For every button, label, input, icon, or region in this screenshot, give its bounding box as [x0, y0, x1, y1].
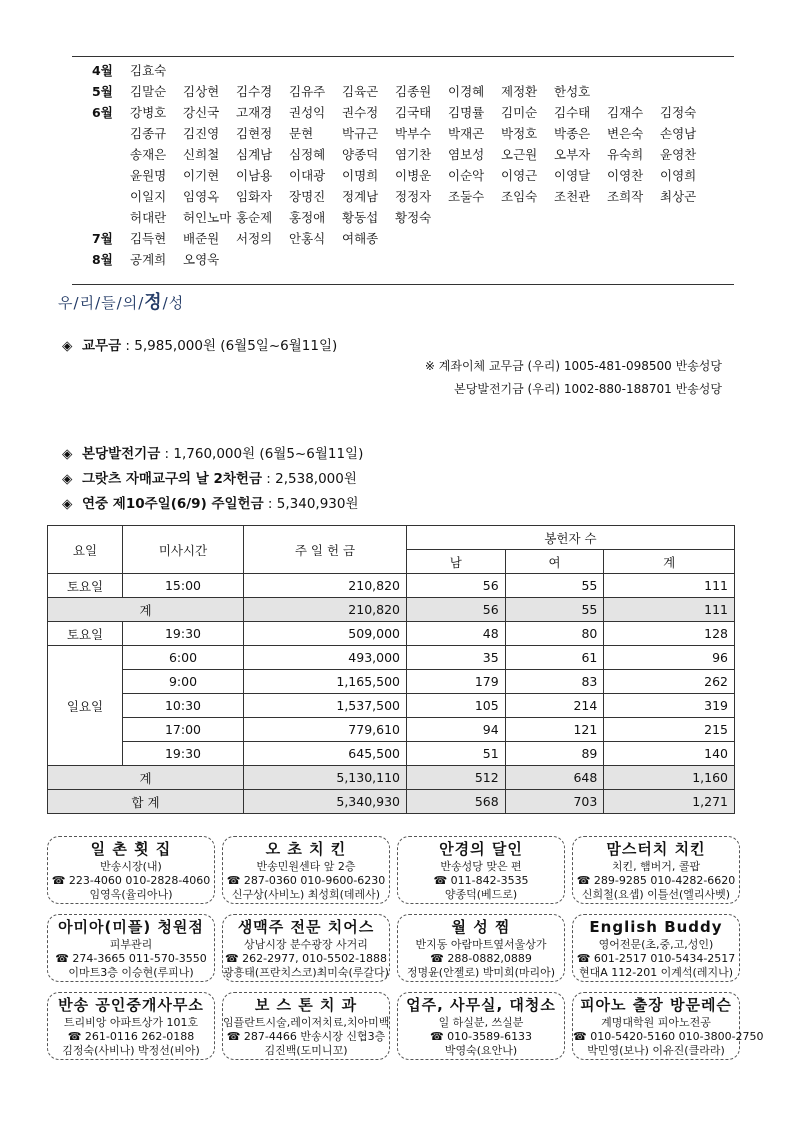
birthday-name: 윤영찬: [660, 147, 697, 162]
cell-female: 703: [505, 790, 604, 814]
cell-total: 1,271: [604, 790, 735, 814]
ad-line: 정명윤(안젤로) 박미희(마리아): [406, 966, 556, 979]
ad-title: 아미아(미플) 청원점: [58, 918, 204, 936]
ad-box: [47, 836, 215, 904]
diamond-bullet-icon: ◈: [62, 496, 73, 512]
cell-male: 568: [407, 790, 506, 814]
ad-line: 피부관리: [109, 938, 153, 951]
birthday-name: 박부수: [395, 126, 432, 141]
ad-title: 생맥주 전문 치어스: [237, 918, 375, 936]
item-value: 1,760,000원 (6월5~6월11일): [173, 446, 364, 462]
ad-box: [222, 836, 390, 904]
cell-female: 121: [505, 718, 604, 742]
birthday-name: 이순악: [448, 168, 485, 183]
item-value: 2,538,000원: [275, 471, 357, 487]
birthday-name: 염기찬: [395, 147, 432, 162]
ad-phone: ☎ 601-2517 010-5434-2517: [576, 952, 736, 965]
ad-line: 계명대학원 피아노전공: [601, 1016, 711, 1029]
item-label: 교무금: [82, 338, 122, 354]
diamond-bullet-icon: ◈: [62, 446, 73, 462]
cell-total: 215: [604, 718, 735, 742]
cell-male: 179: [407, 670, 506, 694]
title-char: 의: [122, 294, 139, 312]
birthday-name: 이기현: [183, 168, 220, 183]
cell-day: 일요일: [48, 646, 123, 766]
table-row: [48, 742, 735, 766]
cell-time: 17:00: [123, 718, 244, 742]
month-label: 5월: [92, 84, 113, 99]
cell-amount: 493,000: [244, 646, 407, 670]
birthday-name: 변은숙: [607, 126, 644, 141]
diamond-bullet-icon: ◈: [62, 338, 73, 354]
cell-amount: 779,610: [244, 718, 407, 742]
ad-phone: ☎ 010-5420-5160 010-3800-2750: [573, 1030, 764, 1043]
birthday-name: 김정숙: [660, 105, 697, 120]
item-value: 5,340,930원: [276, 496, 359, 512]
cell-day: 토요일: [48, 574, 123, 598]
birthday-name: 황동섭: [342, 210, 379, 225]
ad-title: 업주, 사무실, 대청소: [406, 996, 556, 1014]
item-label: 본당발전기금: [82, 446, 161, 462]
birthday-name: 이병운: [395, 168, 432, 183]
cell-time: 19:30: [123, 742, 244, 766]
ad-line: 박영숙(요안나): [444, 1044, 518, 1057]
header-donors: 봉헌자 수: [407, 526, 735, 550]
ad-line: 반송성당 맞은 편: [440, 860, 522, 873]
table-row: [48, 622, 735, 646]
cell-label: 계: [48, 598, 244, 622]
birthday-month-row: [92, 228, 732, 249]
ad-title: 일 촌 횟 집: [90, 840, 172, 858]
cell-label: 계: [48, 766, 244, 790]
ad-line: 반지동 아람마트옆서울상가: [415, 938, 547, 951]
grants-item: ◈ 그랏츠 자매교구의 날 2차헌금 : 2,538,000원: [62, 471, 357, 487]
ad-line: 반송민원센타 앞 2층: [256, 860, 356, 873]
gyomugeum-item: ◈ 교무금 : 5,985,000원 (6월5일~6월11일): [62, 338, 338, 354]
birthday-name: 박규근: [342, 126, 379, 141]
title-char: 우: [58, 294, 74, 312]
birthday-name: 배준원: [183, 231, 220, 246]
cell-label: 합 계: [48, 790, 244, 814]
cell-amount: 1,165,500: [244, 670, 407, 694]
birthday-name: 이남용: [236, 168, 273, 183]
birthday-name: 최상곤: [660, 189, 697, 204]
ad-box: [397, 992, 565, 1060]
ad-line: 양종덕(베드로): [444, 888, 518, 901]
table-row: [48, 574, 735, 598]
title-char: 들: [101, 294, 117, 312]
cell-time: 9:00: [123, 670, 244, 694]
birthday-name: 서정의: [236, 231, 273, 246]
ad-title: 안경의 달인: [439, 840, 523, 858]
cell-male: 105: [407, 694, 506, 718]
ad-title: 맘스터치 치킨: [606, 840, 706, 858]
cell-male: 94: [407, 718, 506, 742]
birthday-name: 김재수: [607, 105, 644, 120]
cell-total: 140: [604, 742, 735, 766]
table-row: [48, 670, 735, 694]
ad-title: 반송 공인중개사무소: [58, 996, 204, 1014]
birthday-name: 강신국: [183, 105, 220, 120]
ad-line: 신구상(사비노) 최성희(데레사): [231, 888, 381, 901]
birthday-name: 강병호: [130, 105, 167, 120]
birthday-name: 김수경: [236, 84, 273, 99]
ad-phone: ☎ 288-0882,0889: [430, 952, 532, 965]
birthday-name: 김종규: [130, 126, 167, 141]
cell-total: 262: [604, 670, 735, 694]
birthday-name: 조천관: [554, 189, 591, 204]
cell-amount: 1,537,500: [244, 694, 407, 718]
header-total: 계: [604, 550, 735, 574]
grand-total-row: [48, 790, 735, 814]
birthday-name: 김현정: [236, 126, 273, 141]
birthday-name: 장명진: [289, 189, 326, 204]
birthday-name: 이명희: [342, 168, 379, 183]
cell-time: 6:00: [123, 646, 244, 670]
birthday-name: 박재곤: [448, 126, 485, 141]
birthday-name: 신희철: [183, 147, 220, 162]
birthday-name: 이대광: [289, 168, 326, 183]
cell-total: 111: [604, 574, 735, 598]
cell-time: 10:30: [123, 694, 244, 718]
title-char: 리: [79, 294, 96, 312]
ad-line: 치킨, 햄버거, 콜팝: [611, 860, 701, 873]
diamond-bullet-icon: ◈: [62, 471, 73, 487]
cell-total: 111: [604, 598, 735, 622]
ad-line: 이마트3층 이승현(루피나): [68, 966, 194, 979]
ad-line: 광흥태(프란치스코)최미숙(루갈다): [223, 966, 389, 979]
birthday-name: 한성호: [554, 84, 591, 99]
cell-female: 55: [505, 574, 604, 598]
birthday-name: 정계남: [342, 189, 379, 204]
subtotal-row: [48, 766, 735, 790]
header-time: 미사시간: [123, 526, 244, 574]
month-label: 4월: [92, 63, 113, 78]
month-label: 8월: [92, 252, 113, 267]
birthday-name: 임화자: [236, 189, 273, 204]
cell-female: 61: [505, 646, 604, 670]
ad-line: 현대A 112-201 이계석(레지나): [578, 966, 734, 979]
account-note: 본당발전기금 (우리) 1002-880-188701 반송성당: [454, 382, 722, 396]
birthday-list: [92, 60, 732, 270]
cell-amount: 509,000: [244, 622, 407, 646]
birthday-name: 고재경: [236, 105, 273, 120]
ad-phone: ☎ 223-4060 010-2828-4060: [51, 874, 211, 887]
ad-phone: ☎ 287-4466 반송시장 신협3층: [226, 1030, 386, 1043]
ad-line: 박민영(보나) 이유진(클라라): [587, 1044, 725, 1057]
table-row: [48, 646, 735, 670]
cell-amount: 210,820: [244, 574, 407, 598]
ad-box: [572, 836, 740, 904]
ad-box: [572, 992, 764, 1060]
cell-total: 96: [604, 646, 735, 670]
item-label: 그랏츠 자매교구의 날 2차헌금: [82, 471, 262, 487]
building-fund-item: ◈ 본당발전기금 : 1,760,000원 (6월5~6월11일): [62, 446, 364, 462]
ad-line: 상남시장 분수광장 사거리: [244, 938, 368, 951]
birthday-name: 여해종: [342, 231, 379, 246]
section-rule: [72, 284, 734, 285]
ad-phone: ☎ 289-9285 010-4282-6620: [576, 874, 736, 887]
item-value: 5,985,000원 (6월5일~6월11일): [134, 338, 338, 354]
birthday-name: 심계남: [236, 147, 273, 162]
sunday-offering-item: ◈ 연중 제10주일(6/9) 주일헌금 : 5,340,930원: [62, 496, 359, 512]
cell-total: 128: [604, 622, 735, 646]
birthday-name: 허인노마: [183, 210, 232, 225]
birthday-name: 염보성: [448, 147, 485, 162]
birthday-name: 문현: [289, 126, 314, 141]
ad-line: 반송시장(내): [100, 860, 162, 873]
ad-box: [572, 914, 740, 982]
header-female: 여: [505, 550, 604, 574]
header-day: 요일: [48, 526, 123, 574]
birthday-month-row: [92, 102, 732, 228]
birthday-name: 황정숙: [395, 210, 432, 225]
ad-phone: ☎ 262-2977, 010-5502-1888: [224, 952, 388, 965]
title-char: 성: [168, 294, 185, 312]
birthday-name: 홍정애: [289, 210, 326, 225]
cell-total: 1,160: [604, 766, 735, 790]
ad-line: 영어전문(초,중,고,성인): [598, 938, 714, 951]
ad-phone: ☎ 011-842-3535: [433, 874, 529, 887]
cell-time: 19:30: [123, 622, 244, 646]
cell-female: 648: [505, 766, 604, 790]
birthday-name: 공계희: [130, 252, 167, 267]
ad-title: 피아노 출장 방문레슨: [580, 996, 732, 1014]
birthday-month-row: [92, 249, 732, 270]
cell-female: 89: [505, 742, 604, 766]
cell-time: 15:00: [123, 574, 244, 598]
cell-female: 214: [505, 694, 604, 718]
birthday-name: 정정자: [395, 189, 432, 204]
ad-phone: ☎ 010-3589-6133: [429, 1030, 533, 1043]
table-row: [48, 718, 735, 742]
birthday-name: 손영남: [660, 126, 697, 141]
birthday-name: 김득현: [130, 231, 167, 246]
cell-male: 35: [407, 646, 506, 670]
header-male: 남: [407, 550, 506, 574]
birthday-name: 오부자: [554, 147, 591, 162]
ad-line: 임영옥(율리아나): [89, 888, 173, 901]
birthday-name: 제정환: [501, 84, 538, 99]
birthday-name: 김명률: [448, 105, 485, 120]
birthday-name: 김진영: [183, 126, 220, 141]
ad-line: 임플란트시술,레이저치료,치아미백: [223, 1016, 390, 1029]
birthday-month-row: [92, 81, 732, 102]
cell-female: 80: [505, 622, 604, 646]
cell-female: 55: [505, 598, 604, 622]
ad-line: 김정숙(사비나) 박정선(비아): [62, 1044, 200, 1057]
ad-box: [47, 992, 215, 1060]
birthday-name: 이영찬: [607, 168, 644, 183]
cell-day: 토요일: [48, 622, 123, 646]
item-label: 연중 제10주일(6/9) 주일헌금: [82, 496, 264, 512]
birthday-name: 박종은: [554, 126, 591, 141]
ad-title: 오 초 치 킨: [265, 840, 347, 858]
birthday-name: 조둘수: [448, 189, 485, 204]
birthday-name: 심정혜: [289, 147, 326, 162]
cell-female: 83: [505, 670, 604, 694]
month-label: 6월: [92, 105, 113, 120]
cell-male: 512: [407, 766, 506, 790]
birthday-name: 홍순제: [236, 210, 273, 225]
cell-amount: 645,500: [244, 742, 407, 766]
birthday-name: 권수정: [342, 105, 379, 120]
birthday-name: 이영달: [554, 168, 591, 183]
ad-box: [222, 992, 390, 1060]
birthday-name: 김종원: [395, 84, 432, 99]
title-char: 정: [144, 292, 163, 313]
birthday-name: 양종덕: [342, 147, 379, 162]
cell-amount: 5,340,930: [244, 790, 407, 814]
birthday-name: 이경혜: [448, 84, 485, 99]
ad-line: 트리비앙 아파트상가 101호: [63, 1016, 199, 1029]
birthday-name: 윤원명: [130, 168, 167, 183]
ad-box: [47, 914, 215, 982]
ad-title: 월 성 찜: [451, 918, 511, 936]
section-title: 우/리/들/의/정/성: [58, 292, 185, 313]
ad-box: [397, 836, 565, 904]
birthday-name: 김효숙: [130, 63, 167, 78]
birthday-name: 김말순: [130, 84, 167, 99]
account-note: ※ 계좌이체 교무금 (우리) 1005-481-098500 반송성당: [424, 359, 722, 373]
birthday-name: 안홍식: [289, 231, 326, 246]
birthday-name: 박정호: [501, 126, 538, 141]
subtotal-row: [48, 598, 735, 622]
birthday-name: 이영근: [501, 168, 538, 183]
birthday-name: 김미순: [501, 105, 538, 120]
offering-table: [47, 525, 735, 814]
birthday-name: 김육곤: [342, 84, 379, 99]
birthday-name: 김수태: [554, 105, 591, 120]
birthday-name: 이영희: [660, 168, 697, 183]
cell-male: 56: [407, 598, 506, 622]
ad-title: 보 스 톤 치 과: [254, 996, 358, 1014]
ad-box: [397, 914, 565, 982]
table-row: [48, 694, 735, 718]
ad-phone: ☎ 261-0116 262-0188: [67, 1030, 195, 1043]
ad-phone: ☎ 274-3665 011-570-3550: [55, 952, 207, 965]
birthday-name: 송재은: [130, 147, 167, 162]
birthday-name: 허대란: [130, 210, 167, 225]
ad-line: 일 하실분, 쓰실분: [438, 1016, 524, 1029]
birthday-name: 이일지: [130, 189, 167, 204]
cell-amount: 210,820: [244, 598, 407, 622]
ad-line: 김진백(도미니꼬): [264, 1044, 348, 1057]
ad-line: 신희철(요셉) 이틀선(엘리사벳): [581, 888, 731, 901]
cell-male: 51: [407, 742, 506, 766]
birthday-name: 오영욱: [183, 252, 220, 267]
birthday-name: 김유주: [289, 84, 326, 99]
birthday-name: 오근원: [501, 147, 538, 162]
ad-phone: ☎ 287-0360 010-9600-6230: [226, 874, 386, 887]
cell-amount: 5,130,110: [244, 766, 407, 790]
month-label: 7월: [92, 231, 113, 246]
birthday-month-row: [92, 60, 732, 81]
birthday-name: 유숙희: [607, 147, 644, 162]
ad-title: English Buddy: [589, 918, 723, 936]
birthday-name: 임영옥: [183, 189, 220, 204]
birthday-name: 조희작: [607, 189, 644, 204]
birthday-name: 김상현: [183, 84, 220, 99]
cell-total: 319: [604, 694, 735, 718]
birthday-name: 권성익: [289, 105, 326, 120]
header-amount: 주 일 헌 금: [244, 526, 407, 574]
birthday-name: 김국태: [395, 105, 432, 120]
cell-male: 56: [407, 574, 506, 598]
cell-male: 48: [407, 622, 506, 646]
top-rule: [72, 56, 734, 57]
birthday-name: 조임숙: [501, 189, 538, 204]
ad-box: [222, 914, 390, 982]
